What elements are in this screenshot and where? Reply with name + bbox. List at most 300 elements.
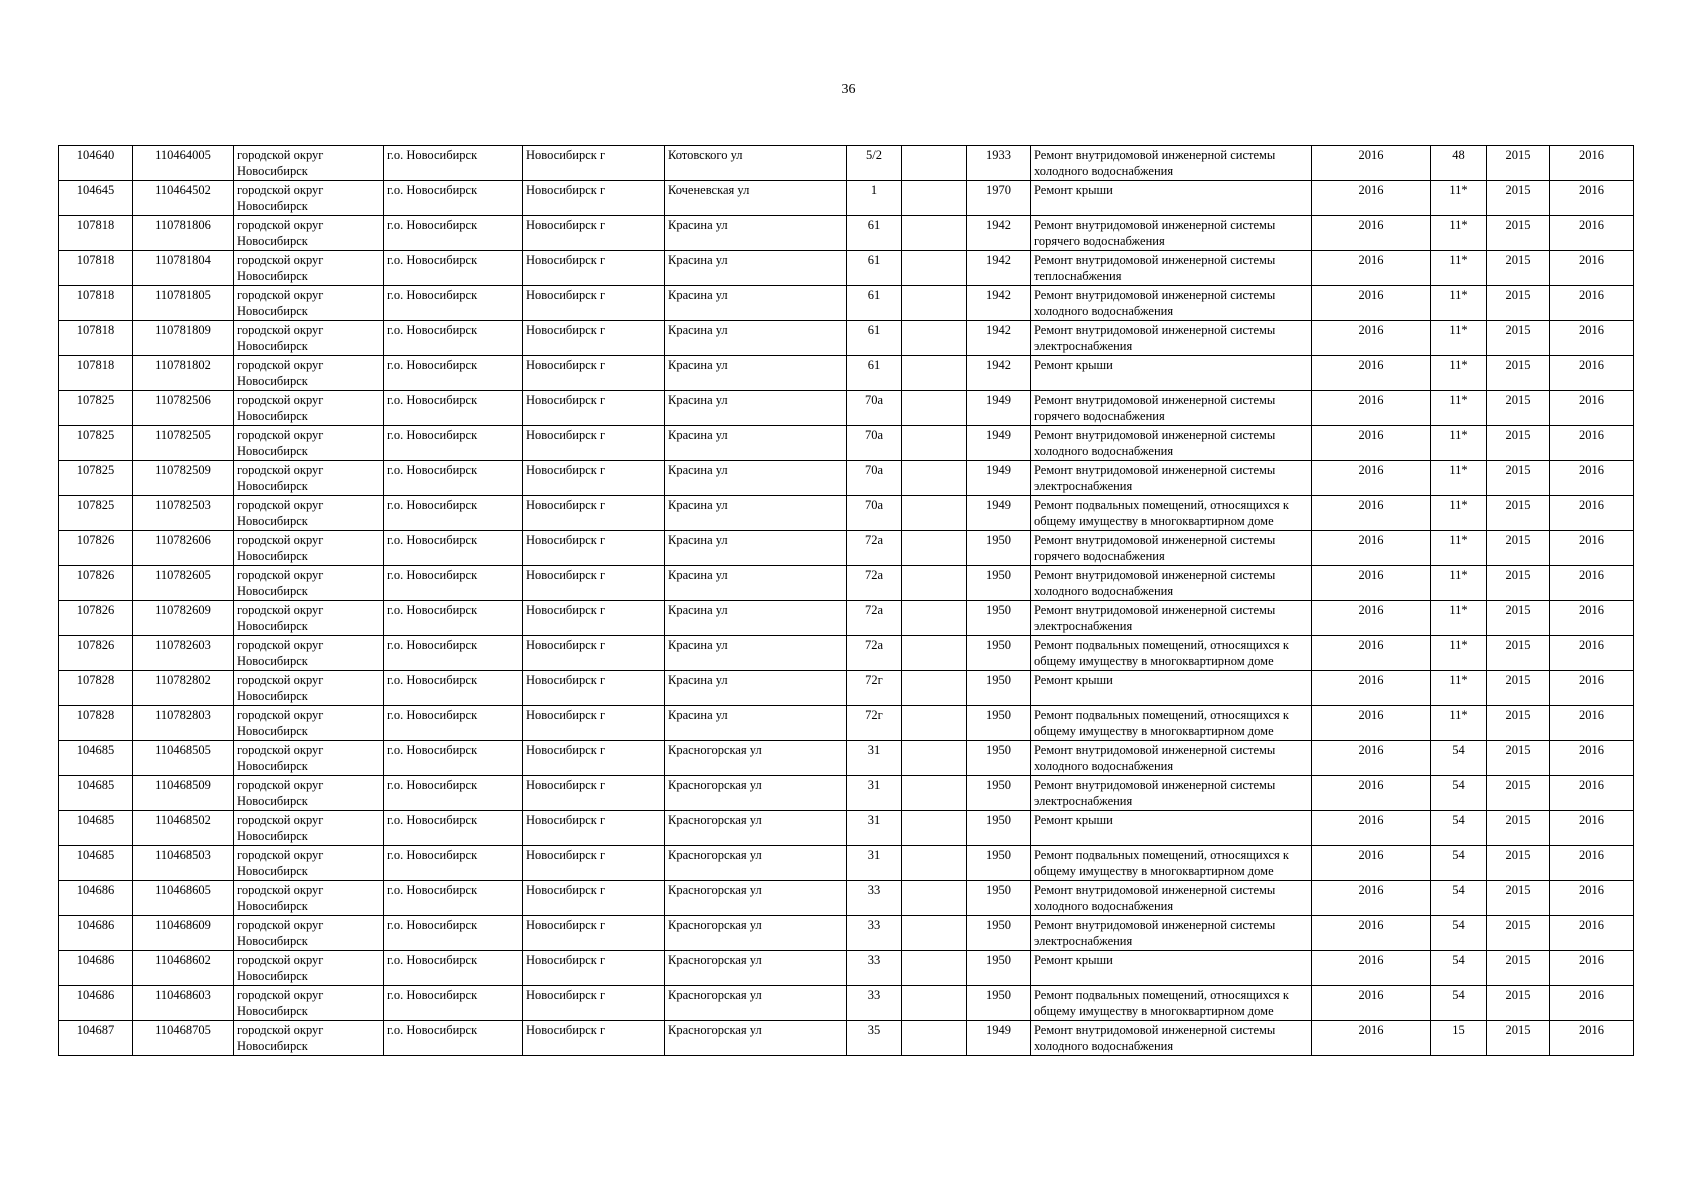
city-cell: Новосибирск г (523, 531, 665, 566)
plan-year-cell: 2016 (1312, 916, 1431, 951)
city-cell: Новосибирск г (523, 146, 665, 181)
city-cell: Новосибирск г (523, 251, 665, 286)
plan-year-cell: 2016 (1312, 881, 1431, 916)
district-cell: г.о. Новосибирск (384, 146, 523, 181)
start-year-cell: 2015 (1487, 811, 1550, 846)
house-number-cell: 72а (847, 601, 902, 636)
start-year-cell: 2015 (1487, 1021, 1550, 1056)
start-year-cell: 2015 (1487, 986, 1550, 1021)
plan-year-cell: 2016 (1312, 601, 1431, 636)
housing-cell (902, 881, 967, 916)
housing-cell (902, 741, 967, 776)
work-id-cell: 110782509 (133, 461, 234, 496)
house-number-cell: 70а (847, 426, 902, 461)
housing-cell (902, 251, 967, 286)
city-cell: Новосибирск г (523, 706, 665, 741)
table-row (59, 881, 1634, 916)
house-number-cell: 72г (847, 671, 902, 706)
plan-year-cell: 2016 (1312, 286, 1431, 321)
work-id-cell: 110782802 (133, 671, 234, 706)
municipality-cell: городской округ Новосибирск (234, 321, 384, 356)
table-row (59, 356, 1634, 391)
build-year-cell: 1950 (967, 741, 1031, 776)
build-year-cell: 1942 (967, 286, 1031, 321)
municipality-cell: городской округ Новосибирск (234, 846, 384, 881)
housing-cell (902, 951, 967, 986)
work-type-cell: Ремонт крыши (1031, 181, 1312, 216)
district-cell: г.о. Новосибирск (384, 251, 523, 286)
work-type-cell: Ремонт крыши (1031, 671, 1312, 706)
street-cell: Красногорская ул (665, 741, 847, 776)
build-year-cell: 1942 (967, 321, 1031, 356)
municipality-cell: городской округ Новосибирск (234, 566, 384, 601)
start-year-cell: 2015 (1487, 916, 1550, 951)
work-type-cell: Ремонт подвальных помещений, относящихся к общему имуществу в многоквартирном доме (1031, 496, 1312, 531)
street-cell: Красина ул (665, 216, 847, 251)
house-number-cell: 33 (847, 916, 902, 951)
wear-cell: 48 (1431, 146, 1487, 181)
housing-cell (902, 776, 967, 811)
start-year-cell: 2015 (1487, 846, 1550, 881)
work-id-cell: 110468609 (133, 916, 234, 951)
house-id-cell: 104645 (59, 181, 133, 216)
city-cell: Новосибирск г (523, 426, 665, 461)
build-year-cell: 1950 (967, 916, 1031, 951)
district-cell: г.о. Новосибирск (384, 776, 523, 811)
street-cell: Красногорская ул (665, 776, 847, 811)
housing-cell (902, 181, 967, 216)
start-year-cell: 2015 (1487, 671, 1550, 706)
house-number-cell: 33 (847, 986, 902, 1021)
start-year-cell: 2015 (1487, 356, 1550, 391)
plan-year-cell: 2016 (1312, 811, 1431, 846)
district-cell: г.о. Новосибирск (384, 986, 523, 1021)
work-type-cell: Ремонт подвальных помещений, относящихся к общему имуществу в многоквартирном доме (1031, 636, 1312, 671)
work-id-cell: 110468502 (133, 811, 234, 846)
housing-cell (902, 496, 967, 531)
start-year-cell: 2015 (1487, 496, 1550, 531)
wear-cell: 54 (1431, 916, 1487, 951)
municipality-cell: городской округ Новосибирск (234, 146, 384, 181)
work-type-cell: Ремонт внутридомовой инженерной системы электроснабжения (1031, 776, 1312, 811)
work-type-cell: Ремонт внутридомовой инженерной системы электроснабжения (1031, 601, 1312, 636)
housing-cell (902, 1021, 967, 1056)
district-cell: г.о. Новосибирск (384, 951, 523, 986)
housing-cell (902, 286, 967, 321)
start-year-cell: 2015 (1487, 776, 1550, 811)
house-number-cell: 33 (847, 881, 902, 916)
street-cell: Красина ул (665, 706, 847, 741)
house-id-cell: 107818 (59, 216, 133, 251)
housing-cell (902, 391, 967, 426)
city-cell: Новосибирск г (523, 951, 665, 986)
district-cell: г.о. Новосибирск (384, 846, 523, 881)
house-id-cell: 107825 (59, 391, 133, 426)
house-id-cell: 107825 (59, 461, 133, 496)
housing-cell (902, 531, 967, 566)
wear-cell: 15 (1431, 1021, 1487, 1056)
municipality-cell: городской округ Новосибирск (234, 391, 384, 426)
housing-cell (902, 916, 967, 951)
wear-cell: 11* (1431, 216, 1487, 251)
start-year-cell: 2015 (1487, 881, 1550, 916)
work-id-cell: 110782506 (133, 391, 234, 426)
build-year-cell: 1933 (967, 146, 1031, 181)
street-cell: Красина ул (665, 671, 847, 706)
start-year-cell: 2015 (1487, 216, 1550, 251)
end-year-cell: 2016 (1550, 566, 1634, 601)
city-cell: Новосибирск г (523, 881, 665, 916)
wear-cell: 11* (1431, 181, 1487, 216)
work-type-cell: Ремонт внутридомовой инженерной системы электроснабжения (1031, 916, 1312, 951)
municipality-cell: городской округ Новосибирск (234, 671, 384, 706)
municipality-cell: городской округ Новосибирск (234, 461, 384, 496)
work-id-cell: 110468503 (133, 846, 234, 881)
build-year-cell: 1950 (967, 531, 1031, 566)
street-cell: Красина ул (665, 601, 847, 636)
street-cell: Красногорская ул (665, 846, 847, 881)
municipality-cell: городской округ Новосибирск (234, 601, 384, 636)
work-id-cell: 110468602 (133, 951, 234, 986)
plan-year-cell: 2016 (1312, 706, 1431, 741)
work-id-cell: 110782603 (133, 636, 234, 671)
house-number-cell: 31 (847, 741, 902, 776)
municipality-cell: городской округ Новосибирск (234, 951, 384, 986)
housing-cell (902, 356, 967, 391)
work-type-cell: Ремонт внутридомовой инженерной системы холодного водоснабжения (1031, 881, 1312, 916)
end-year-cell: 2016 (1550, 321, 1634, 356)
end-year-cell: 2016 (1550, 776, 1634, 811)
table-row (59, 1021, 1634, 1056)
build-year-cell: 1970 (967, 181, 1031, 216)
municipality-cell: городской округ Новосибирск (234, 881, 384, 916)
house-number-cell: 72а (847, 566, 902, 601)
table-row (59, 531, 1634, 566)
build-year-cell: 1950 (967, 881, 1031, 916)
end-year-cell: 2016 (1550, 846, 1634, 881)
table-row (59, 811, 1634, 846)
table-row (59, 391, 1634, 426)
house-number-cell: 1 (847, 181, 902, 216)
city-cell: Новосибирск г (523, 461, 665, 496)
municipality-cell: городской округ Новосибирск (234, 706, 384, 741)
build-year-cell: 1949 (967, 391, 1031, 426)
city-cell: Новосибирск г (523, 916, 665, 951)
wear-cell: 11* (1431, 461, 1487, 496)
city-cell: Новосибирск г (523, 601, 665, 636)
plan-year-cell: 2016 (1312, 951, 1431, 986)
work-type-cell: Ремонт внутридомовой инженерной системы холодного водоснабжения (1031, 146, 1312, 181)
work-type-cell: Ремонт внутридомовой инженерной системы холодного водоснабжения (1031, 741, 1312, 776)
district-cell: г.о. Новосибирск (384, 496, 523, 531)
house-id-cell: 104686 (59, 916, 133, 951)
work-id-cell: 110781805 (133, 286, 234, 321)
table-row (59, 321, 1634, 356)
start-year-cell: 2015 (1487, 251, 1550, 286)
wear-cell: 11* (1431, 391, 1487, 426)
work-id-cell: 110468705 (133, 1021, 234, 1056)
street-cell: Коченевская ул (665, 181, 847, 216)
wear-cell: 11* (1431, 426, 1487, 461)
work-type-cell: Ремонт подвальных помещений, относящихся к общему имуществу в многоквартирном доме (1031, 986, 1312, 1021)
build-year-cell: 1950 (967, 776, 1031, 811)
plan-year-cell: 2016 (1312, 146, 1431, 181)
end-year-cell: 2016 (1550, 601, 1634, 636)
end-year-cell: 2016 (1550, 916, 1634, 951)
wear-cell: 11* (1431, 356, 1487, 391)
plan-year-cell: 2016 (1312, 461, 1431, 496)
wear-cell: 11* (1431, 286, 1487, 321)
build-year-cell: 1950 (967, 951, 1031, 986)
build-year-cell: 1949 (967, 461, 1031, 496)
work-id-cell: 110468603 (133, 986, 234, 1021)
work-id-cell: 110468505 (133, 741, 234, 776)
municipality-cell: городской округ Новосибирск (234, 181, 384, 216)
district-cell: г.о. Новосибирск (384, 636, 523, 671)
house-id-cell: 104685 (59, 776, 133, 811)
work-id-cell: 110468605 (133, 881, 234, 916)
start-year-cell: 2015 (1487, 286, 1550, 321)
municipality-cell: городской округ Новосибирск (234, 216, 384, 251)
district-cell: г.о. Новосибирск (384, 566, 523, 601)
street-cell: Красина ул (665, 391, 847, 426)
wear-cell: 11* (1431, 601, 1487, 636)
wear-cell: 11* (1431, 566, 1487, 601)
plan-year-cell: 2016 (1312, 986, 1431, 1021)
end-year-cell: 2016 (1550, 741, 1634, 776)
end-year-cell: 2016 (1550, 1021, 1634, 1056)
plan-year-cell: 2016 (1312, 391, 1431, 426)
work-type-cell: Ремонт подвальных помещений, относящихся к общему имуществу в многоквартирном доме (1031, 846, 1312, 881)
house-number-cell: 61 (847, 356, 902, 391)
house-number-cell: 70а (847, 391, 902, 426)
work-id-cell: 110468509 (133, 776, 234, 811)
wear-cell: 54 (1431, 951, 1487, 986)
housing-cell (902, 636, 967, 671)
work-id-cell: 110781806 (133, 216, 234, 251)
district-cell: г.о. Новосибирск (384, 181, 523, 216)
table-row (59, 181, 1634, 216)
city-cell: Новосибирск г (523, 321, 665, 356)
city-cell: Новосибирск г (523, 1021, 665, 1056)
municipality-cell: городской округ Новосибирск (234, 251, 384, 286)
house-id-cell: 104687 (59, 1021, 133, 1056)
work-id-cell: 110782503 (133, 496, 234, 531)
work-id-cell: 110781802 (133, 356, 234, 391)
build-year-cell: 1942 (967, 216, 1031, 251)
end-year-cell: 2016 (1550, 286, 1634, 321)
table-row (59, 566, 1634, 601)
house-number-cell: 31 (847, 846, 902, 881)
start-year-cell: 2015 (1487, 741, 1550, 776)
start-year-cell: 2015 (1487, 321, 1550, 356)
work-type-cell: Ремонт внутридомовой инженерной системы холодного водоснабжения (1031, 1021, 1312, 1056)
plan-year-cell: 2016 (1312, 356, 1431, 391)
city-cell: Новосибирск г (523, 391, 665, 426)
repair-registry-table (58, 145, 1634, 1056)
plan-year-cell: 2016 (1312, 1021, 1431, 1056)
housing-cell (902, 216, 967, 251)
end-year-cell: 2016 (1550, 881, 1634, 916)
city-cell: Новосибирск г (523, 671, 665, 706)
district-cell: г.о. Новосибирск (384, 321, 523, 356)
house-id-cell: 107828 (59, 706, 133, 741)
street-cell: Красина ул (665, 426, 847, 461)
city-cell: Новосибирск г (523, 776, 665, 811)
start-year-cell: 2015 (1487, 181, 1550, 216)
municipality-cell: городской округ Новосибирск (234, 986, 384, 1021)
house-number-cell: 31 (847, 811, 902, 846)
house-number-cell: 33 (847, 951, 902, 986)
house-id-cell: 107826 (59, 531, 133, 566)
start-year-cell: 2015 (1487, 461, 1550, 496)
start-year-cell: 2015 (1487, 391, 1550, 426)
work-id-cell: 110782606 (133, 531, 234, 566)
housing-cell (902, 706, 967, 741)
house-id-cell: 104685 (59, 741, 133, 776)
city-cell: Новосибирск г (523, 566, 665, 601)
house-id-cell: 107826 (59, 601, 133, 636)
district-cell: г.о. Новосибирск (384, 391, 523, 426)
housing-cell (902, 566, 967, 601)
district-cell: г.о. Новосибирск (384, 706, 523, 741)
housing-cell (902, 146, 967, 181)
municipality-cell: городской округ Новосибирск (234, 356, 384, 391)
wear-cell: 11* (1431, 671, 1487, 706)
municipality-cell: городской округ Новосибирск (234, 776, 384, 811)
city-cell: Новосибирск г (523, 986, 665, 1021)
house-id-cell: 107825 (59, 426, 133, 461)
work-type-cell: Ремонт внутридомовой инженерной системы холодного водоснабжения (1031, 286, 1312, 321)
plan-year-cell: 2016 (1312, 776, 1431, 811)
district-cell: г.о. Новосибирск (384, 916, 523, 951)
end-year-cell: 2016 (1550, 391, 1634, 426)
build-year-cell: 1950 (967, 601, 1031, 636)
build-year-cell: 1949 (967, 426, 1031, 461)
plan-year-cell: 2016 (1312, 496, 1431, 531)
wear-cell: 11* (1431, 706, 1487, 741)
house-number-cell: 72г (847, 706, 902, 741)
street-cell: Красногорская ул (665, 916, 847, 951)
plan-year-cell: 2016 (1312, 531, 1431, 566)
work-type-cell: Ремонт внутридомовой инженерной системы горячего водоснабжения (1031, 391, 1312, 426)
wear-cell: 11* (1431, 251, 1487, 286)
end-year-cell: 2016 (1550, 636, 1634, 671)
house-number-cell: 61 (847, 321, 902, 356)
build-year-cell: 1950 (967, 566, 1031, 601)
table-row (59, 741, 1634, 776)
city-cell: Новосибирск г (523, 811, 665, 846)
end-year-cell: 2016 (1550, 426, 1634, 461)
end-year-cell: 2016 (1550, 461, 1634, 496)
municipality-cell: городской округ Новосибирск (234, 811, 384, 846)
house-id-cell: 107826 (59, 566, 133, 601)
house-number-cell: 70а (847, 496, 902, 531)
district-cell: г.о. Новосибирск (384, 1021, 523, 1056)
work-id-cell: 110782605 (133, 566, 234, 601)
house-number-cell: 35 (847, 1021, 902, 1056)
table-row (59, 776, 1634, 811)
street-cell: Красногорская ул (665, 951, 847, 986)
house-number-cell: 61 (847, 216, 902, 251)
wear-cell: 54 (1431, 811, 1487, 846)
city-cell: Новосибирск г (523, 496, 665, 531)
build-year-cell: 1950 (967, 811, 1031, 846)
house-number-cell: 5/2 (847, 146, 902, 181)
end-year-cell: 2016 (1550, 531, 1634, 566)
end-year-cell: 2016 (1550, 216, 1634, 251)
house-number-cell: 61 (847, 251, 902, 286)
housing-cell (902, 426, 967, 461)
work-type-cell: Ремонт крыши (1031, 811, 1312, 846)
district-cell: г.о. Новосибирск (384, 881, 523, 916)
end-year-cell: 2016 (1550, 811, 1634, 846)
table-row (59, 251, 1634, 286)
plan-year-cell: 2016 (1312, 251, 1431, 286)
work-id-cell: 110782505 (133, 426, 234, 461)
table-row (59, 286, 1634, 321)
house-id-cell: 104686 (59, 881, 133, 916)
house-id-cell: 107818 (59, 356, 133, 391)
build-year-cell: 1950 (967, 636, 1031, 671)
plan-year-cell: 2016 (1312, 426, 1431, 461)
end-year-cell: 2016 (1550, 951, 1634, 986)
house-number-cell: 31 (847, 776, 902, 811)
table-row (59, 146, 1634, 181)
table-row (59, 636, 1634, 671)
table-row (59, 216, 1634, 251)
district-cell: г.о. Новосибирск (384, 671, 523, 706)
municipality-cell: городской округ Новосибирск (234, 1021, 384, 1056)
district-cell: г.о. Новосибирск (384, 216, 523, 251)
work-type-cell: Ремонт внутридомовой инженерной системы электроснабжения (1031, 321, 1312, 356)
table-row (59, 951, 1634, 986)
street-cell: Красина ул (665, 321, 847, 356)
housing-cell (902, 986, 967, 1021)
plan-year-cell: 2016 (1312, 636, 1431, 671)
house-number-cell: 72а (847, 531, 902, 566)
work-type-cell: Ремонт подвальных помещений, относящихся к общему имуществу в многоквартирном доме (1031, 706, 1312, 741)
page-number: 36 (841, 82, 856, 97)
wear-cell: 11* (1431, 531, 1487, 566)
house-id-cell: 104686 (59, 951, 133, 986)
street-cell: Котовского ул (665, 146, 847, 181)
wear-cell: 54 (1431, 986, 1487, 1021)
house-id-cell: 107818 (59, 286, 133, 321)
table-row (59, 916, 1634, 951)
municipality-cell: городской округ Новосибирск (234, 426, 384, 461)
street-cell: Красина ул (665, 496, 847, 531)
house-id-cell: 104685 (59, 846, 133, 881)
city-cell: Новосибирск г (523, 181, 665, 216)
housing-cell (902, 811, 967, 846)
build-year-cell: 1950 (967, 706, 1031, 741)
district-cell: г.о. Новосибирск (384, 531, 523, 566)
plan-year-cell: 2016 (1312, 321, 1431, 356)
table-row (59, 461, 1634, 496)
work-type-cell: Ремонт крыши (1031, 951, 1312, 986)
street-cell: Красногорская ул (665, 986, 847, 1021)
start-year-cell: 2015 (1487, 146, 1550, 181)
street-cell: Красина ул (665, 531, 847, 566)
table-row (59, 601, 1634, 636)
work-type-cell: Ремонт внутридомовой инженерной системы холодного водоснабжения (1031, 426, 1312, 461)
city-cell: Новосибирск г (523, 286, 665, 321)
end-year-cell: 2016 (1550, 356, 1634, 391)
work-type-cell: Ремонт внутридомовой инженерной системы холодного водоснабжения (1031, 566, 1312, 601)
plan-year-cell: 2016 (1312, 216, 1431, 251)
start-year-cell: 2015 (1487, 636, 1550, 671)
